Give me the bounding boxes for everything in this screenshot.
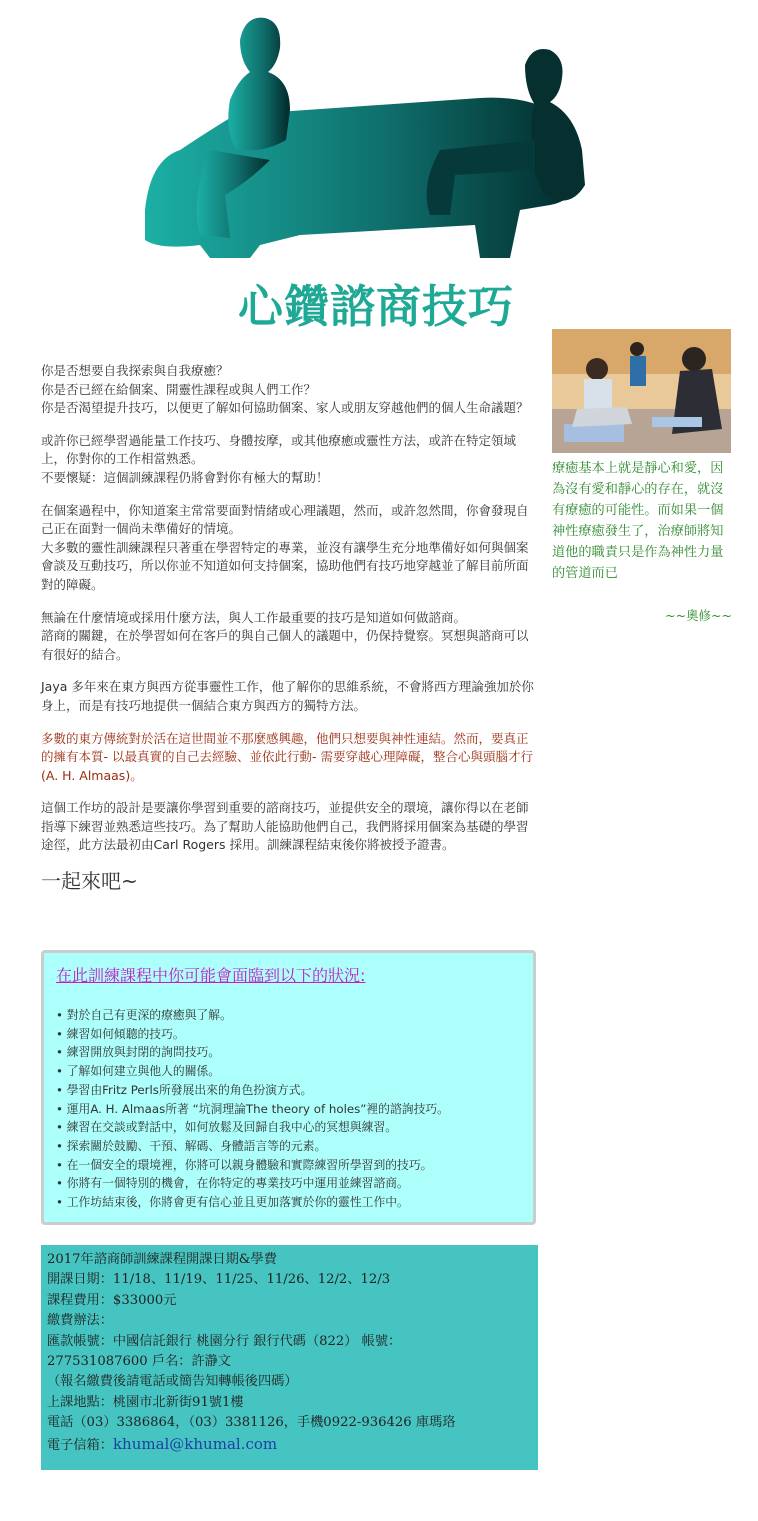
list-item: • 練習在交談或對話中，如何放鬆及回歸自我中心的冥想與練習。 <box>56 1118 521 1137</box>
contact-phone: 電話（03）3386864，（03）3381126，手機0922-936426 庫瑪珞 <box>47 1415 456 1431</box>
course-fee: 課程費用：$33000元 <box>47 1292 177 1308</box>
payment-label: 繳費辦法： <box>47 1313 113 1329</box>
almaas-quote-paragraph: 多數的東方傳統對於活在這世間並不那麼感興趣，他們只想要與神性連結。然而，要真正的擁有本質- 以最真實的自己去經驗、並依此行動- 需要穿越心理障礙，整合心與頭腦才行 (A. H. Almaas)。 <box>41 730 533 783</box>
course-info-box <box>41 1245 538 1470</box>
account-number: 277531087600 戶名：許瀞文 <box>47 1354 231 1370</box>
email-link[interactable]: khumal@khumal.com <box>112 1434 278 1453</box>
list-item: • 工作坊結束後，你將會更有信心並且更加落實於你的靈性工作中。 <box>56 1193 521 1212</box>
list-item: • 探索關於鼓勵、干預、解碼、身體語言等的元素。 <box>56 1137 521 1156</box>
list-item: • 了解如何建立與他人的關係。 <box>56 1062 521 1081</box>
body-paragraph: 或許你已經學習過能量工作技巧、身體按摩，或其他療癒或靈性方法，或許在特定領域上，你對你的工作相當熟悉。 不要懷疑：這個訓練課程仍將會對你有極大的幫助！ <box>41 432 517 485</box>
list-item: • 運用A. H. Almaas所著 “坑洞理論The theory of holes”裡的諮詢技巧。 <box>56 1100 521 1119</box>
page-title: 心鑽諮商技巧 <box>238 280 515 333</box>
closing-line: 一起來吧~ <box>41 869 138 894</box>
group-meditation-photo <box>552 329 731 453</box>
list-item: • 練習如何傾聽的技巧。 <box>56 1025 521 1044</box>
list-item: • 練習開放與封閉的詢問技巧。 <box>56 1043 521 1062</box>
osho-quote: 療癒基本上就是靜心和愛，因為沒有愛和靜心的存在，就沒有療癒的可能性。而如果一個神性療癒發生了，治療師將知道他的職責只是作為神性力量的管道而已 <box>552 461 724 581</box>
info-heading: 2017年諮商師訓練課程開課日期&學費 <box>47 1252 277 1267</box>
list-item: • 對於自己有更深的療癒與了解。 <box>56 1006 521 1025</box>
hero-image <box>140 10 590 260</box>
bank-account: 匯款帳號：中國信託銀行 桃園分行 銀行代碼（822） 帳號： <box>47 1333 402 1349</box>
body-paragraph: 無論在什麼情境或採用什麼方法，與人工作最重要的技巧是知道如何做諮商。 諮商的關鍵，在於學習如何在客戶的與自己個人的議題中，仍保持覺察。冥想與諮商可以有很好的結合。 <box>41 609 529 662</box>
quote-author: ~~奧修~~ <box>665 608 732 623</box>
list-item: • 你將有一個特別的機會，在你特定的專業技巧中運用並練習諮商。 <box>56 1174 521 1193</box>
outcomes-list <box>56 1006 521 1212</box>
course-dates: 開課日期：11/18、11/19、11/25、11/26、12/2、12/3 <box>47 1272 391 1288</box>
body-paragraph: 這個工作坊的設計是要讓你學習到重要的諮商技巧，並提供安全的環境，讓你得以在老師指導下練習並熟悉這些技巧。為了幫助人能協助他們自己，我們將採用個案為基礎的學習途徑，此方法最初由Carl Rogers 採用。訓練課程結束後你將被授予證書。 <box>41 800 529 853</box>
email-label: 電子信箱： <box>47 1437 113 1453</box>
main-content <box>41 362 539 905</box>
list-item: • 在一個安全的環境裡，你將可以親身體驗和實際練習所學習到的技巧。 <box>56 1156 521 1175</box>
course-outcomes-box <box>41 950 536 1225</box>
intro-paragraph: 你是否想要自我探索與自我療癒？ 你是否已經在給個案、開靈性課程或與人們工作？ 你是否渴望提升技巧，以便更了解如何協助個案、家人或朋友穿越他們的個人生命議題？ <box>41 363 529 416</box>
email-row <box>47 1434 532 1456</box>
body-paragraph: 在個案過程中，你知道案主常常要面對情緒或心理議題，然而，或許忽然間，你會發現自己正在面對一個尚未準備好的情境。 大多數的靈性訓練課程只著重在學習特定的專業，並沒有讓學生充分地準備好如何與個案會談及互動技巧，所以你並不知道如何支持個案，協助他們有技巧地穿越並了解目前所面對的障礙。 <box>41 502 529 592</box>
body-paragraph: Jaya 多年來在東方與西方從事靈性工作，他了解你的思維系統，不會將西方理論強加於你身上，而是有技巧地提供一個結合東方與西方的獨特方法。 <box>41 679 534 713</box>
course-location: 上課地點：桃園市北新街91號1樓 <box>47 1394 244 1410</box>
box-title: 在此訓練課程中你可能會面臨到以下的狀況: <box>56 966 366 985</box>
list-item: • 學習由Fritz Perls所發展出來的角色扮演方式。 <box>56 1081 521 1100</box>
payment-note: （報名繳費後請電話或簡告知轉帳後四碼） <box>47 1374 298 1390</box>
